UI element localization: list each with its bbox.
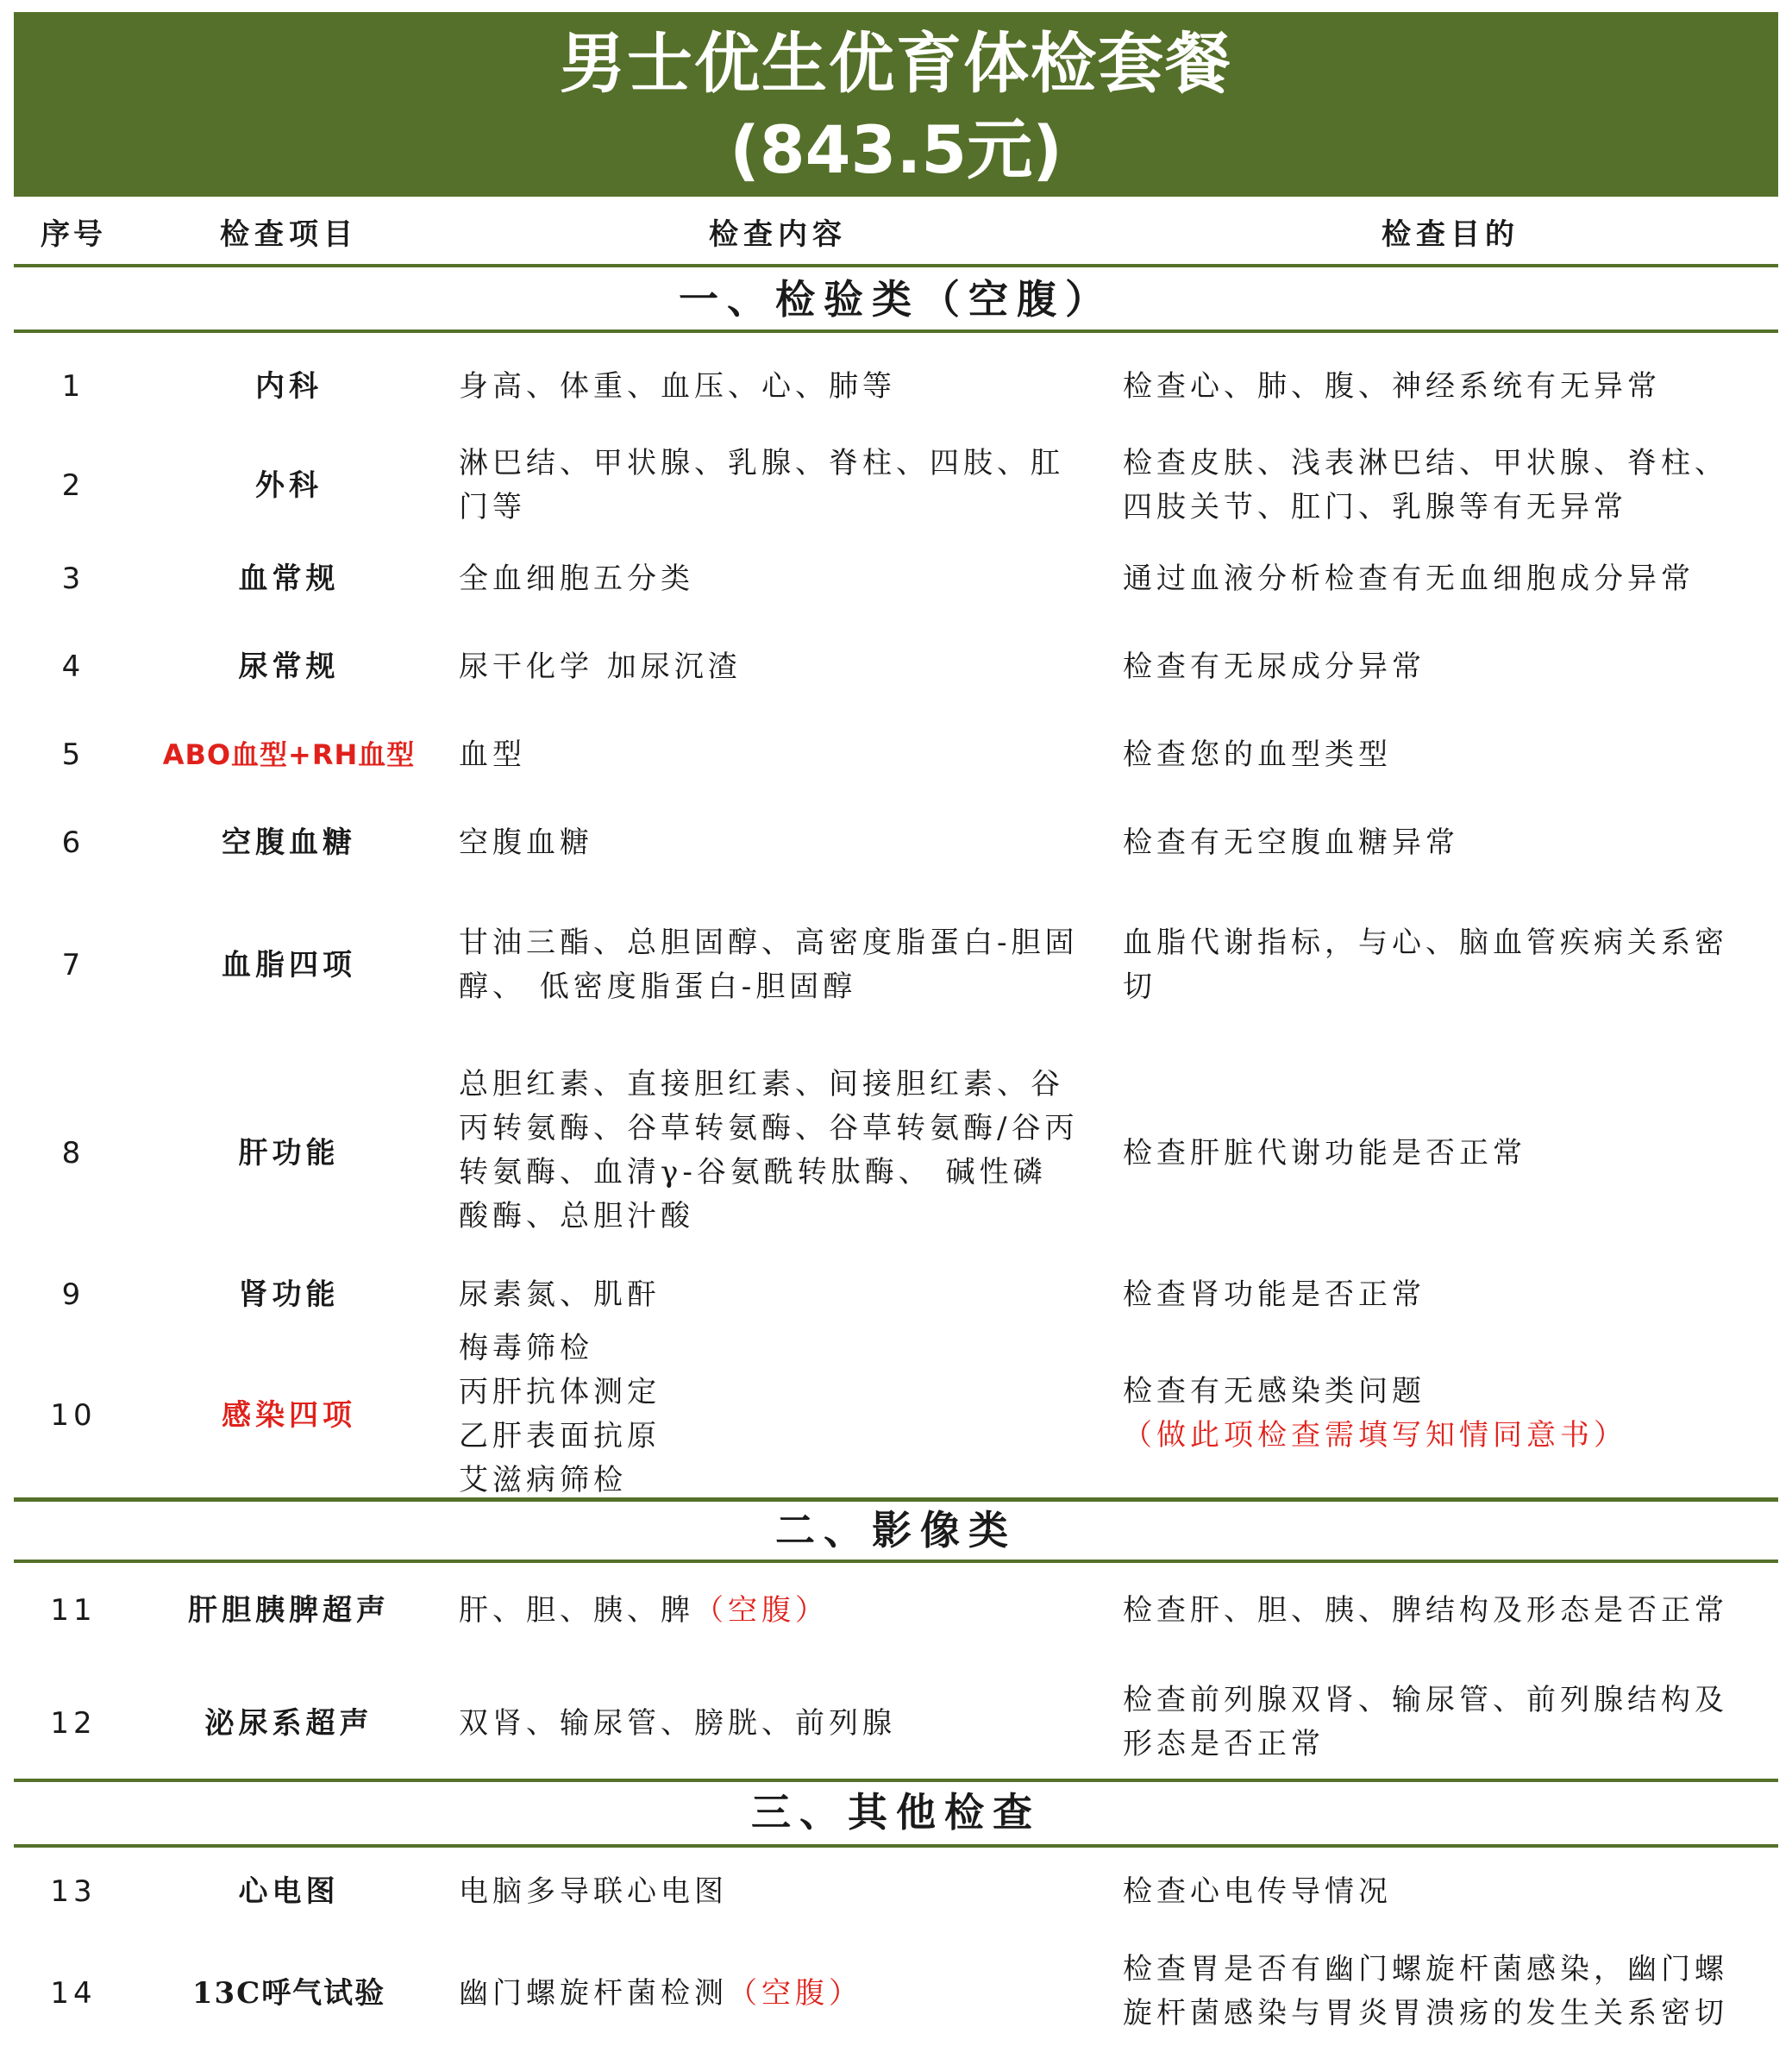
row-item-highlighted: 感染四项: [222, 1397, 356, 1433]
table-row: [0, 1063, 1792, 1244]
row-number: 7: [61, 947, 85, 982]
row-number: 1: [61, 368, 85, 404]
section-imaging: 二、影像类: [775, 1507, 1017, 1553]
row-content: [459, 1946, 1097, 2041]
row-number: 3: [61, 561, 85, 596]
col-header-item: 检查项目: [220, 217, 358, 252]
purpose-line: 检查前列腺双肾、输尿管、前列腺结构及: [1123, 1683, 1728, 1717]
col-header-purpose: 检查目的: [1382, 217, 1519, 252]
row-purpose: [1123, 1946, 1778, 2036]
row-purpose: 检查肝脏代谢功能是否正常: [1123, 1135, 1526, 1170]
row-content: [459, 438, 1097, 530]
purpose-line: 形态是否正常: [1123, 1727, 1325, 1761]
content-line: 淋巴结、甲状腺、乳腺、脊柱、四肢、肛: [459, 446, 1064, 480]
row-content: [459, 1580, 1097, 1641]
content-line: 酸酶、总胆汁酸: [459, 1199, 694, 1233]
table-row: [0, 438, 1792, 533]
table-row: [0, 725, 1792, 785]
table-row: [0, 918, 1792, 1013]
table-row: [0, 1325, 1792, 1506]
row-number: 6: [61, 825, 85, 860]
divider: [14, 1844, 1778, 1848]
row-purpose: 检查肝、胆、胰、脾结构及形态是否正常: [1123, 1592, 1728, 1628]
table-row: [0, 1672, 1792, 1775]
purpose-line: 检查皮肤、浅表淋巴结、甲状腺、脊柱、: [1123, 446, 1728, 480]
row-purpose: 检查肾功能是否正常: [1123, 1277, 1425, 1312]
content-line: 醇、 低密度脂蛋白-胆固醇: [459, 970, 857, 1004]
row-purpose: [1123, 918, 1778, 1009]
row-content: 空腹血糖: [459, 825, 593, 860]
table-row: [0, 1861, 1792, 1922]
row-content: 电脑多导联心电图: [459, 1873, 728, 1909]
col-header-no: 序号: [41, 217, 106, 252]
table-row: [0, 1580, 1792, 1641]
row-content: 全血细胞五分类: [459, 561, 694, 596]
table-row: [0, 1946, 1792, 2041]
purpose-line: 检查有无感染类问题: [1123, 1374, 1425, 1409]
fasting-note: （空腹）: [728, 1975, 862, 2011]
row-item: 尿常规: [238, 649, 340, 684]
content-line: 艾滋病筛检: [459, 1463, 627, 1497]
row-item: 血脂四项: [222, 947, 356, 982]
row-content: 尿素氮、肌酐: [459, 1277, 661, 1312]
content-line: 丙转氨酶、谷草转氨酶、谷草转氨酶/谷丙: [459, 1111, 1079, 1145]
row-content: [459, 918, 1097, 1009]
row-number: 8: [61, 1135, 85, 1170]
row-number: 5: [61, 737, 85, 772]
row-number: 9: [61, 1277, 85, 1312]
table-row: [0, 549, 1792, 609]
row-purpose: 检查心、肺、腹、神经系统有无异常: [1123, 368, 1661, 404]
row-item: 外科: [255, 468, 323, 503]
table-row: [0, 813, 1792, 873]
row-purpose: [1123, 1672, 1778, 1767]
row-item: 泌尿系超声: [204, 1705, 373, 1741]
row-item: 内科: [255, 368, 323, 404]
fasting-note: （空腹）: [694, 1592, 829, 1628]
row-purpose: 检查有无尿成分异常: [1123, 649, 1425, 684]
content-line: 转氨酶、血清γ-谷氨酰转肽酶、 碱性磷: [459, 1155, 1047, 1189]
purpose-line: 检查胃是否有幽门螺旋杆菌感染，幽门螺: [1123, 1952, 1728, 1986]
row-item: 13C呼气试验: [191, 1975, 386, 2011]
table-row: [0, 637, 1792, 697]
row-purpose: 检查您的血型类型: [1123, 737, 1392, 772]
row-number: 10: [50, 1397, 97, 1433]
row-content: 身高、体重、血压、心、肺等: [459, 368, 896, 404]
row-number: 11: [50, 1592, 97, 1628]
divider: [14, 264, 1778, 267]
title-banner: [14, 12, 1778, 197]
divider: [14, 1560, 1778, 1563]
row-number: 14: [50, 1975, 97, 2011]
row-item: 肝功能: [238, 1135, 340, 1170]
col-header-content: 检查内容: [709, 217, 847, 252]
content-text: 肝、胆、胰、脾: [459, 1592, 694, 1628]
purpose-line: 四肢关节、肛门、乳腺等有无异常: [1123, 490, 1627, 524]
package-price: (843.5元): [730, 111, 1062, 188]
row-purpose: [1123, 438, 1778, 530]
row-number: 4: [61, 649, 85, 684]
row-number: 2: [61, 468, 85, 503]
content-line: 梅毒筛检: [459, 1331, 593, 1365]
row-content: 血型: [459, 737, 526, 772]
row-purpose: 通过血液分析检查有无血细胞成分异常: [1123, 561, 1695, 596]
row-number: 12: [50, 1705, 97, 1741]
row-item: 肝胆胰脾超声: [188, 1592, 390, 1628]
purpose-line: 旋杆菌感染与胃炎胃溃疡的发生关系密切: [1123, 1996, 1728, 2030]
row-purpose: 检查有无空腹血糖异常: [1123, 825, 1459, 860]
row-item: 肾功能: [238, 1277, 340, 1312]
content-line: 丙肝抗体测定: [459, 1375, 661, 1409]
content-line: 甘油三酯、总胆固醇、高密度脂蛋白-胆固: [459, 926, 1079, 960]
content-line: 乙肝表面抗原: [459, 1419, 661, 1453]
row-content: [459, 1325, 1097, 1503]
row-content: 尿干化学 加尿沉渣: [459, 649, 742, 684]
table-row: [0, 355, 1792, 417]
purpose-line: 血脂代谢指标，与心、脑血管疾病关系密: [1123, 926, 1728, 960]
table-row: [0, 1265, 1792, 1325]
row-content: 双肾、输尿管、膀胱、前列腺: [459, 1705, 896, 1741]
row-item-highlighted: ABO血型+RH血型: [162, 737, 416, 771]
divider: [14, 329, 1778, 333]
row-purpose: 检查心电传导情况: [1123, 1873, 1392, 1909]
page-title: 男士优生优育体检套餐: [560, 25, 1232, 102]
content-text: 幽门螺旋杆菌检测: [459, 1975, 728, 2011]
purpose-line: 切: [1123, 970, 1156, 1004]
row-purpose: [1123, 1325, 1778, 1458]
row-number: 13: [50, 1873, 97, 1909]
content-line: 门等: [459, 490, 526, 524]
row-item: 心电图: [238, 1873, 340, 1909]
consent-note: （做此项检查需填写知情同意书）: [1123, 1418, 1627, 1453]
row-item: 血常规: [238, 561, 340, 596]
section-other-exams: 三、其他检查: [751, 1789, 1041, 1836]
section-lab-tests: 一、检验类（空腹）: [679, 276, 1113, 323]
content-line: 总胆红素、直接胆红素、间接胆红素、谷: [459, 1067, 1064, 1101]
row-content: [459, 1063, 1097, 1239]
row-item: 空腹血糖: [222, 825, 356, 860]
